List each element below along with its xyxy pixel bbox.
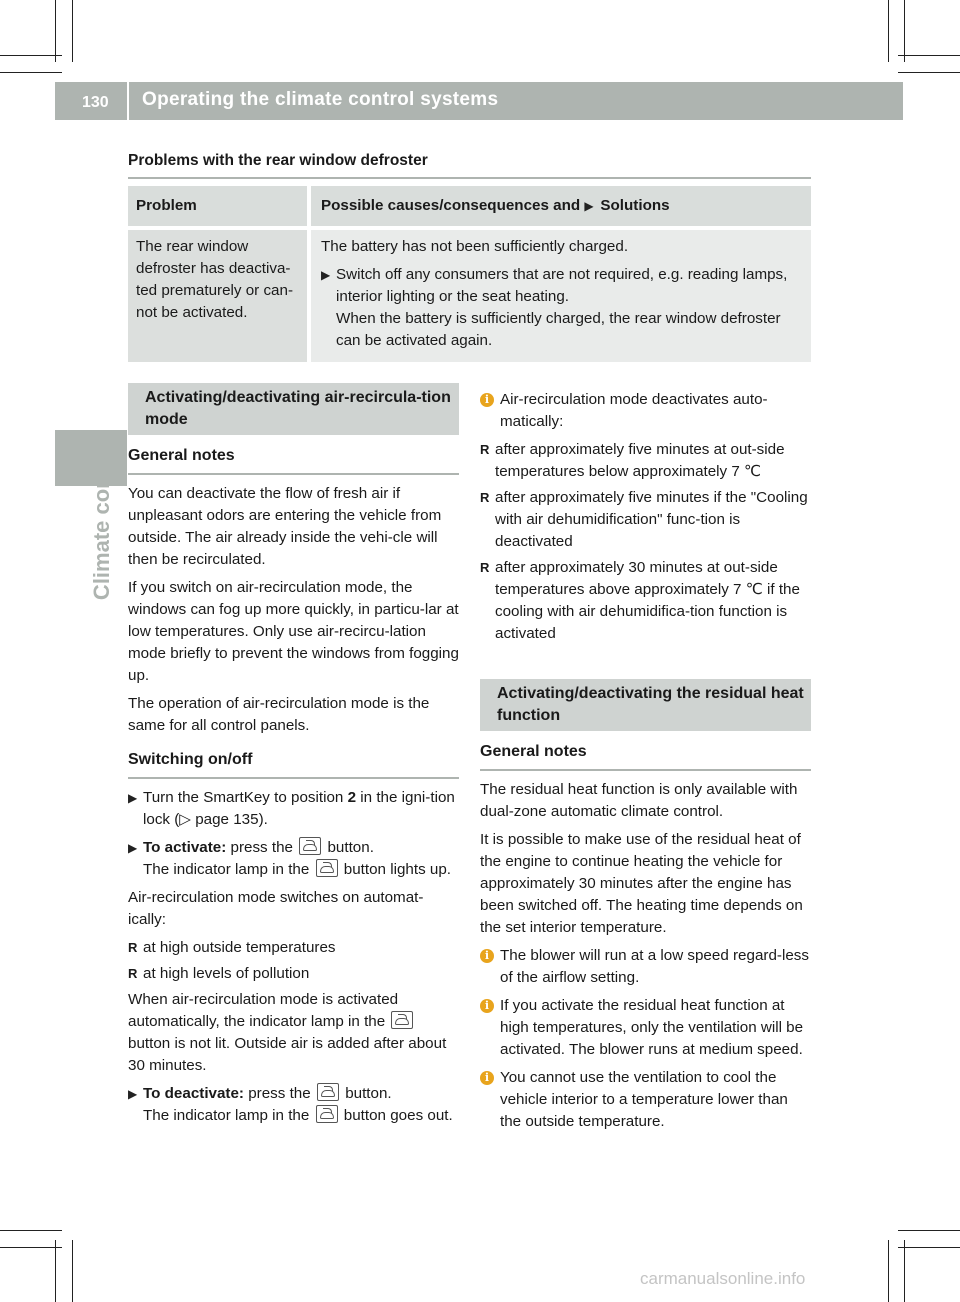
step-text: The indicator lamp in the — [143, 1107, 310, 1124]
key-position: 2 — [347, 789, 357, 806]
list-item — [128, 963, 459, 985]
step-text: press the — [248, 1085, 311, 1102]
crop-mark — [898, 72, 960, 73]
paragraph: Air-recirculation mode switches on automat-ically: — [128, 889, 424, 928]
info-icon: i — [480, 999, 494, 1013]
list-item-text: after approximately 30 minutes at out-side temperatures above approximately 7 ℃ if the cooling with air dehumidifica-tion function is activated — [495, 559, 800, 642]
switching-heading: Switching on/off — [128, 749, 459, 779]
crop-mark — [55, 1240, 56, 1302]
info-icon: i — [480, 1071, 494, 1085]
chapter-label: Climate control — [89, 439, 114, 601]
recirculation-button-icon — [316, 859, 338, 877]
step-text: The indicator lamp in the — [143, 861, 310, 878]
list-item-text: at high outside temperatures — [143, 939, 336, 956]
step-text: button. — [345, 1085, 392, 1102]
action-arrow-icon: ▶ — [128, 1087, 138, 1101]
section-title-residual-heat: Activating/deactivating the residual heat function — [480, 679, 811, 731]
instruction-step — [128, 837, 459, 881]
crop-mark — [0, 1230, 62, 1231]
bullet-mark: R — [128, 966, 138, 981]
bullet-mark: R — [128, 940, 138, 955]
crop-mark — [898, 1230, 960, 1231]
list-item — [480, 439, 811, 483]
table-row — [128, 230, 811, 362]
action-arrow-icon: ▶ — [128, 841, 138, 855]
note-text: The blower will run at a low speed regard-less of the airflow setting. — [500, 947, 809, 986]
step-text: in the igni-tion lock ( — [143, 789, 455, 828]
action-arrow-icon: ▶ — [584, 199, 594, 213]
header-divider — [127, 82, 129, 120]
step-label: To activate: — [143, 839, 227, 856]
info-icon: i — [480, 949, 494, 963]
crop-mark — [888, 1240, 889, 1302]
page-reference-link[interactable]: page 135 — [195, 811, 259, 828]
action-arrow-icon: ▶ — [321, 268, 331, 282]
page-title: Operating the climate control systems — [142, 89, 499, 110]
list-item-text: at high levels of pollution — [143, 965, 310, 982]
crop-mark — [888, 0, 889, 62]
paragraph-text: button is not lit. Outside air is added after about 30 minutes. — [128, 1035, 447, 1074]
recirculation-button-icon — [317, 1083, 339, 1101]
list-item-text: after approximately five minutes if the "Cooling with air dehumidification" func-tion is deactivated — [495, 489, 808, 550]
list-item — [480, 487, 811, 553]
crop-mark — [0, 1247, 62, 1248]
recirculation-button-icon — [391, 1011, 413, 1029]
page-ref-arrow-icon: ▷ — [179, 811, 191, 828]
right-column — [480, 389, 811, 1139]
general-notes-heading: General notes — [480, 741, 811, 771]
table-header-row — [128, 186, 811, 226]
info-note — [480, 389, 811, 433]
page-number: 130 — [82, 94, 109, 111]
crop-mark — [72, 0, 73, 62]
paragraph — [128, 989, 459, 1077]
header-causes-text: Possible causes/consequences and — [321, 197, 581, 214]
table-header-solutions — [311, 186, 811, 226]
info-note — [480, 945, 811, 989]
crop-mark — [898, 1247, 960, 1248]
instruction-step — [128, 1083, 459, 1127]
step-text: Turn the SmartKey to position — [143, 789, 344, 806]
crop-mark — [0, 72, 62, 73]
solution-step — [321, 264, 801, 352]
left-column — [128, 383, 459, 1133]
list-item — [128, 937, 459, 959]
crop-mark — [55, 0, 56, 62]
table-cell-problem: The rear window defroster has deactiva-ted prematurely or can-not be activated. — [128, 230, 307, 362]
general-notes-heading: General notes — [128, 445, 459, 475]
bullet-mark: R — [480, 442, 490, 457]
header-solutions-text: Solutions — [600, 197, 670, 214]
paragraph: If you switch on air-recirculation mode, the windows can fog up more quickly, in particu-lar at low temperatures. Only use air-recircu-lation mode briefly to prevent the windows from fogging up. — [128, 579, 459, 684]
paragraph: The operation of air-recirculation mode is the same for all control panels. — [128, 695, 430, 734]
step-text: button goes out. — [343, 1107, 453, 1124]
table-header-problem: Problem — [128, 186, 307, 226]
recirculation-button-icon — [316, 1105, 338, 1123]
step-label: To deactivate: — [143, 1085, 244, 1102]
step-result-text: When the battery is sufficiently charged, the rear window defroster can be activated again. — [336, 310, 781, 349]
recirculation-button-icon — [299, 837, 321, 855]
crop-mark — [898, 55, 960, 56]
crop-mark — [0, 55, 62, 56]
action-arrow-icon: ▶ — [128, 791, 138, 805]
step-text: button. — [327, 839, 374, 856]
list-item-text: after approximately five minutes at out-side temperatures below approximately 7 ℃ — [495, 441, 785, 480]
note-text: If you activate the residual heat function at high temperatures, only the ventilation will be activated. The blower runs at medium speed. — [500, 997, 804, 1058]
bullet-mark: R — [480, 490, 490, 505]
table-cell-solution — [311, 230, 811, 362]
paragraph: It is possible to make use of the residual heat of the engine to continue heating the vehicle for approximately 30 minutes after the engine has been switched off. The heating time depends on the set interior temperature. — [480, 831, 803, 936]
paragraph: You can deactivate the flow of fresh air if unpleasant odors are entering the vehicle from outside. The air already inside the vehi-cle will then be recirculated. — [128, 485, 442, 568]
crop-mark — [904, 1240, 905, 1302]
problems-heading: Problems with the rear window defroster — [128, 152, 428, 169]
instruction-step — [128, 787, 459, 831]
section-title-air-recirculation: Activating/deactivating air-recircula-tion mode — [128, 383, 459, 435]
step-text: ). — [258, 811, 268, 828]
problems-table — [128, 186, 811, 362]
crop-mark — [72, 1240, 73, 1302]
info-note — [480, 995, 811, 1061]
table-rule — [128, 177, 811, 179]
crop-mark — [904, 0, 905, 62]
note-text: You cannot use the ventilation to cool the vehicle interior to a temperature lower than the outside temperature. — [500, 1069, 788, 1130]
list-item — [480, 557, 811, 645]
step-text: Switch off any consumers that are not required, e.g. reading lamps, interior lighting or the seat heating. — [336, 266, 788, 305]
bullet-mark: R — [480, 560, 490, 575]
paragraph-text: When air-recirculation mode is activated automatically, the indicator lamp in the — [128, 991, 399, 1030]
step-text: button lights up. — [343, 861, 452, 878]
cause-text: The battery has not been sufficiently charged. — [321, 238, 629, 255]
step-text: press the — [230, 839, 293, 856]
watermark: carmanualsonline.info — [640, 1269, 806, 1288]
note-text: Air-recirculation mode deactivates auto-matically: — [500, 391, 768, 430]
paragraph: The residual heat function is only available with dual-zone automatic climate control. — [480, 781, 798, 820]
info-icon: i — [480, 393, 494, 407]
info-note — [480, 1067, 811, 1133]
